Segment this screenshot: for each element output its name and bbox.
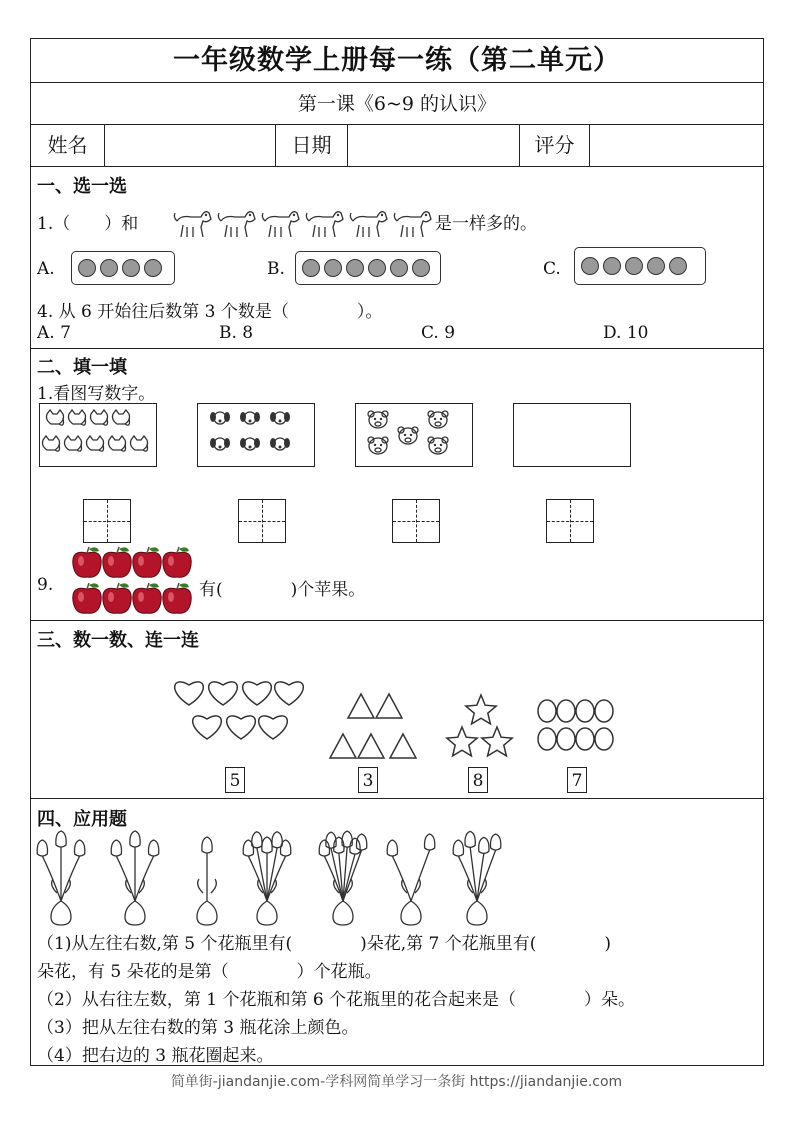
section-heading: 三、数一数、连一连 xyxy=(37,630,199,651)
name-label: 姓名 xyxy=(31,125,105,166)
date-label: 日期 xyxy=(276,125,348,166)
dog-icon xyxy=(262,212,299,237)
heart-icon xyxy=(175,682,204,705)
dog-face-icon xyxy=(270,438,290,450)
dog-icon xyxy=(218,212,255,237)
apple-icon xyxy=(133,583,161,613)
dog-icon xyxy=(306,212,343,237)
number-box-3[interactable]: 3 xyxy=(358,767,378,793)
circle-icon xyxy=(557,728,575,750)
triangle-icon xyxy=(358,734,384,758)
dog-face-icon xyxy=(210,412,230,424)
q-line-5: （4）把右边的 3 瓶花圈起来。 xyxy=(37,1046,274,1066)
dog-face-icons xyxy=(198,404,316,468)
q1-prefix: 1.（ ）和 xyxy=(37,214,139,234)
q1-text: 1.看图写数字。 xyxy=(37,384,156,404)
shape-groups xyxy=(31,621,765,751)
score-label: 评分 xyxy=(520,125,590,166)
q-line-1: （1)从左往右数,第 5 个花瓶里有( )朵花,第 7 个花瓶里有( ) xyxy=(37,934,612,954)
flower-vase-icon xyxy=(111,831,159,925)
cat-icon xyxy=(113,410,130,425)
page-title: 一年级数学上册每一练（第二单元） xyxy=(31,39,763,83)
lesson-subtitle: 第一课《6~9 的认识》 xyxy=(31,83,763,125)
name-field[interactable] xyxy=(105,125,276,166)
option-b-label: B. xyxy=(267,259,285,279)
section-choose xyxy=(31,167,763,349)
section-count-connect xyxy=(31,621,763,799)
circle-icon xyxy=(557,700,575,722)
q4-option-d[interactable]: D. 10 xyxy=(603,323,649,343)
worksheet xyxy=(30,38,764,1066)
section-heading: 二、填一填 xyxy=(37,357,127,378)
dog-face-icon xyxy=(210,438,230,450)
apple-icon xyxy=(163,547,191,577)
flower-vase-icon xyxy=(197,837,217,925)
cat-icon xyxy=(109,436,126,451)
triangle-icon xyxy=(330,734,356,758)
empty-picture-box[interactable] xyxy=(513,403,631,467)
dog-icons-row xyxy=(171,201,433,241)
cat-icon xyxy=(65,436,82,451)
flower-vase-icon xyxy=(387,834,435,925)
option-b-dots[interactable] xyxy=(295,251,441,285)
cats-picture xyxy=(39,403,157,467)
dog-face-icon xyxy=(270,412,290,424)
dogs-picture xyxy=(197,403,315,467)
circle-icon xyxy=(595,700,613,722)
q-line-4: （3）把从左往右数的第 3 瓶花涂上颜色。 xyxy=(37,1018,359,1038)
dog-icon xyxy=(174,212,211,237)
heart-icon xyxy=(259,716,288,739)
heart-icon xyxy=(227,716,256,739)
apple-icon xyxy=(163,583,191,613)
info-row xyxy=(31,125,763,167)
bear-icon xyxy=(368,437,388,454)
answer-grid-2[interactable] xyxy=(238,499,286,543)
circle-icon xyxy=(538,728,556,750)
answer-grid-4[interactable] xyxy=(546,499,594,543)
cat-icon xyxy=(87,436,104,451)
heart-icon xyxy=(243,682,272,705)
footer-watermark: 简单街-jiandanjie.com-学科网简单学习一条街 https://jiandanjie.com xyxy=(170,1074,623,1090)
number-box-5[interactable]: 5 xyxy=(225,767,245,793)
section-fill xyxy=(31,349,763,621)
apple-icon xyxy=(73,583,101,613)
cat-icons xyxy=(40,404,158,468)
heart-icon xyxy=(209,682,238,705)
apple-icon xyxy=(103,583,131,613)
q4-option-c[interactable]: C. 9 xyxy=(421,323,456,343)
q1-suffix: 是一样多的。 xyxy=(435,214,537,234)
star-icon xyxy=(466,695,496,724)
flower-vase-icon xyxy=(319,831,367,925)
dog-icon xyxy=(350,212,387,237)
bear-icon xyxy=(428,437,448,454)
star-icon xyxy=(482,727,512,756)
q9-prefix: 9. xyxy=(37,575,54,595)
option-c-dots[interactable] xyxy=(574,247,706,285)
dog-face-icon xyxy=(240,438,260,450)
option-a-dots[interactable] xyxy=(71,251,175,285)
triangle-icon xyxy=(390,734,416,758)
number-box-7[interactable]: 7 xyxy=(567,767,587,793)
apple-icon xyxy=(103,547,131,577)
circle-icon xyxy=(576,728,594,750)
flower-vase-icon xyxy=(37,831,85,925)
q-line-2: 朵花，有 5 朵花的是第（ ）个花瓶。 xyxy=(37,962,382,982)
apple-icon xyxy=(133,547,161,577)
heart-icon xyxy=(275,682,304,705)
triangle-icon xyxy=(348,694,374,718)
q4-option-a[interactable]: A. 7 xyxy=(37,323,71,343)
flower-vase-icon xyxy=(243,832,291,925)
bears-picture xyxy=(355,403,473,467)
option-c-label: C. xyxy=(543,259,561,279)
flower-vase-icons xyxy=(31,835,765,925)
q4-text: 4. 从 6 开始往后数第 3 个数是（ ）。 xyxy=(37,302,383,322)
number-box-8[interactable]: 8 xyxy=(468,767,488,793)
apple-icon xyxy=(73,547,101,577)
flower-vase-icon xyxy=(453,831,501,925)
q4-option-b[interactable]: B. 8 xyxy=(219,323,254,343)
section-application xyxy=(31,799,763,1067)
q9-suffix: 有( )个苹果。 xyxy=(199,580,366,600)
circle-icon xyxy=(576,700,594,722)
apple-icons xyxy=(73,545,197,621)
section-heading: 四、应用题 xyxy=(37,809,127,830)
dog-face-icon xyxy=(240,412,260,424)
answer-grid-1[interactable] xyxy=(83,499,131,543)
section-heading: 一、选一选 xyxy=(37,176,127,197)
cat-icon xyxy=(91,410,108,425)
circle-icon xyxy=(595,728,613,750)
circle-icon xyxy=(538,700,556,722)
star-icon xyxy=(447,727,477,756)
cat-icon xyxy=(47,410,64,425)
triangle-icon xyxy=(376,694,402,718)
bear-icons xyxy=(356,404,474,468)
bear-icon xyxy=(428,411,448,428)
answer-grid-3[interactable] xyxy=(392,499,440,543)
cat-icon xyxy=(131,436,148,451)
q-line-3: （2）从右往左数，第 1 个花瓶和第 6 个花瓶里的花合起来是（ ）朵。 xyxy=(37,990,636,1010)
cat-icon xyxy=(69,410,86,425)
bear-icon xyxy=(398,427,418,444)
date-field[interactable] xyxy=(348,125,520,166)
score-field[interactable] xyxy=(590,125,765,166)
cat-icon xyxy=(43,436,60,451)
dog-icon xyxy=(394,212,431,237)
heart-icon xyxy=(193,716,222,739)
option-a-label: A. xyxy=(37,259,55,279)
bear-icon xyxy=(368,411,388,428)
